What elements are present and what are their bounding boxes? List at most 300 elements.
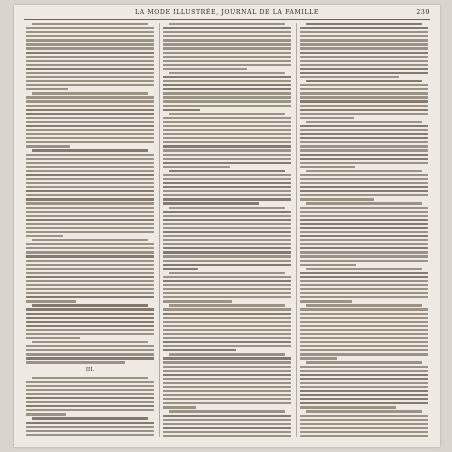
text-line bbox=[169, 353, 285, 355]
text-line bbox=[163, 92, 291, 94]
text-line bbox=[300, 386, 428, 388]
text-line bbox=[163, 190, 291, 192]
text-line bbox=[163, 43, 291, 45]
text-line bbox=[163, 300, 232, 302]
text-line bbox=[300, 382, 428, 384]
text-line bbox=[300, 64, 428, 66]
text-line bbox=[300, 325, 428, 327]
text-line bbox=[300, 394, 428, 396]
text-line bbox=[163, 378, 291, 380]
text-line bbox=[26, 321, 154, 323]
text-line bbox=[163, 235, 291, 237]
text-line bbox=[300, 186, 428, 188]
text-line bbox=[163, 215, 291, 217]
text-line bbox=[163, 382, 291, 384]
text-line bbox=[26, 174, 154, 176]
text-line bbox=[163, 415, 291, 417]
text-line bbox=[26, 162, 154, 164]
text-line bbox=[26, 405, 154, 407]
text-line bbox=[300, 415, 428, 417]
text-line bbox=[26, 96, 154, 98]
text-line bbox=[26, 251, 154, 253]
text-line bbox=[32, 23, 148, 25]
text-line bbox=[163, 390, 291, 392]
text-line bbox=[169, 410, 285, 412]
text-line bbox=[300, 137, 428, 139]
text-line bbox=[163, 64, 291, 66]
text-line bbox=[26, 170, 154, 172]
text-line bbox=[26, 43, 154, 45]
text-line bbox=[163, 308, 291, 310]
text-line bbox=[300, 84, 428, 86]
text-line bbox=[163, 341, 291, 343]
text-line bbox=[300, 211, 428, 213]
text-line bbox=[26, 284, 154, 286]
text-line bbox=[300, 321, 428, 323]
text-line bbox=[300, 68, 428, 70]
text-line bbox=[306, 202, 422, 204]
text-line bbox=[163, 243, 291, 245]
text-line bbox=[163, 39, 291, 41]
text-line bbox=[26, 215, 154, 217]
text-line bbox=[163, 247, 291, 249]
paragraph bbox=[300, 121, 428, 168]
text-line bbox=[26, 207, 154, 209]
text-line bbox=[26, 125, 154, 127]
text-line bbox=[163, 419, 291, 421]
text-line bbox=[26, 121, 154, 123]
text-line bbox=[300, 292, 428, 294]
text-line bbox=[26, 109, 154, 111]
text-line bbox=[26, 182, 154, 184]
text-line bbox=[26, 296, 154, 298]
text-line bbox=[300, 284, 428, 286]
text-line bbox=[300, 39, 428, 41]
text-column-2 bbox=[163, 23, 291, 437]
text-line bbox=[163, 366, 291, 368]
text-line bbox=[300, 158, 428, 160]
text-line bbox=[300, 129, 428, 131]
text-line bbox=[26, 300, 76, 302]
paragraph bbox=[300, 80, 428, 119]
paragraph bbox=[300, 304, 428, 359]
text-line bbox=[26, 349, 154, 351]
text-line bbox=[26, 260, 154, 262]
text-line bbox=[163, 423, 291, 425]
text-line bbox=[26, 308, 154, 310]
text-line bbox=[26, 413, 66, 415]
text-line bbox=[163, 255, 291, 257]
text-line bbox=[26, 133, 154, 135]
text-line bbox=[300, 223, 428, 225]
text-line bbox=[300, 113, 428, 115]
text-line bbox=[32, 149, 148, 151]
text-line bbox=[300, 76, 399, 78]
paragraph bbox=[163, 23, 291, 70]
text-line bbox=[26, 235, 63, 237]
text-line bbox=[26, 202, 154, 204]
text-line bbox=[300, 174, 428, 176]
text-line bbox=[300, 255, 428, 257]
text-line bbox=[300, 288, 428, 290]
text-line bbox=[32, 377, 148, 379]
text-line bbox=[300, 149, 428, 151]
text-line bbox=[300, 264, 356, 266]
text-line bbox=[300, 247, 428, 249]
text-line bbox=[163, 202, 259, 204]
text-line bbox=[163, 68, 247, 70]
text-line bbox=[32, 417, 148, 419]
text-line bbox=[26, 255, 154, 257]
paragraph bbox=[300, 410, 428, 437]
paragraph bbox=[163, 207, 291, 270]
text-line bbox=[169, 113, 285, 115]
text-line bbox=[26, 434, 154, 436]
text-line bbox=[163, 239, 291, 241]
text-line bbox=[163, 329, 291, 331]
text-line bbox=[163, 125, 291, 127]
text-line bbox=[32, 341, 148, 343]
text-line bbox=[300, 353, 428, 355]
text-line bbox=[163, 337, 291, 339]
text-line bbox=[300, 427, 428, 429]
text-line bbox=[306, 361, 422, 363]
text-line bbox=[300, 43, 428, 45]
text-line bbox=[300, 341, 428, 343]
text-line bbox=[300, 419, 428, 421]
text-line bbox=[300, 96, 428, 98]
text-line bbox=[163, 431, 291, 433]
text-line bbox=[26, 198, 154, 200]
text-line bbox=[163, 251, 291, 253]
text-line bbox=[300, 260, 428, 262]
text-line bbox=[26, 178, 154, 180]
text-line bbox=[300, 431, 428, 433]
text-line bbox=[300, 31, 428, 33]
paragraph bbox=[26, 341, 154, 364]
text-line bbox=[300, 345, 428, 347]
text-line bbox=[300, 198, 374, 200]
text-line bbox=[163, 194, 291, 196]
text-line bbox=[300, 178, 428, 180]
section-number: III. bbox=[85, 366, 95, 373]
text-line bbox=[163, 321, 291, 323]
text-line bbox=[163, 276, 291, 278]
text-line bbox=[163, 406, 196, 408]
text-line bbox=[300, 280, 428, 282]
text-line bbox=[300, 296, 428, 298]
text-line bbox=[26, 158, 154, 160]
paragraph bbox=[163, 410, 291, 437]
running-header bbox=[14, 9, 440, 19]
text-line bbox=[26, 80, 154, 82]
text-line bbox=[163, 370, 291, 372]
text-line bbox=[26, 52, 154, 54]
text-line bbox=[169, 304, 285, 306]
text-line bbox=[300, 366, 428, 368]
text-line bbox=[163, 178, 291, 180]
text-line bbox=[163, 154, 291, 156]
text-line bbox=[163, 52, 291, 54]
text-line bbox=[300, 162, 428, 164]
text-line bbox=[26, 60, 154, 62]
text-line bbox=[163, 325, 291, 327]
text-line bbox=[163, 345, 291, 347]
text-line bbox=[300, 390, 428, 392]
text-line bbox=[163, 158, 291, 160]
text-line bbox=[306, 23, 422, 25]
text-line bbox=[26, 47, 154, 49]
text-line bbox=[163, 35, 291, 37]
text-line bbox=[26, 166, 154, 168]
text-line bbox=[163, 80, 291, 82]
text-line bbox=[26, 353, 154, 355]
column-divider bbox=[296, 23, 297, 437]
text-line bbox=[26, 317, 154, 319]
text-line bbox=[163, 121, 291, 123]
text-line bbox=[163, 296, 291, 298]
text-line bbox=[26, 280, 154, 282]
text-line bbox=[300, 88, 428, 90]
text-line bbox=[163, 374, 291, 376]
text-line bbox=[26, 211, 154, 213]
text-line bbox=[169, 272, 285, 274]
paragraph bbox=[300, 23, 428, 78]
text-line bbox=[163, 227, 291, 229]
text-line bbox=[163, 182, 291, 184]
text-line bbox=[300, 317, 428, 319]
text-line bbox=[26, 227, 154, 229]
text-line bbox=[163, 96, 291, 98]
text-line bbox=[26, 194, 154, 196]
text-line bbox=[26, 72, 154, 74]
paragraph bbox=[300, 202, 428, 265]
text-line bbox=[163, 231, 291, 233]
text-line bbox=[26, 264, 154, 266]
text-line bbox=[300, 190, 428, 192]
text-line bbox=[26, 219, 154, 221]
text-line bbox=[163, 398, 291, 400]
text-line bbox=[300, 435, 428, 437]
text-line bbox=[26, 389, 154, 391]
paragraph bbox=[163, 72, 291, 111]
text-line bbox=[300, 243, 428, 245]
text-line bbox=[169, 23, 285, 25]
text-line bbox=[163, 284, 291, 286]
text-line bbox=[26, 76, 154, 78]
text-line bbox=[26, 313, 154, 315]
paragraph bbox=[300, 268, 428, 303]
text-line bbox=[300, 56, 428, 58]
text-line bbox=[300, 406, 396, 408]
text-line bbox=[163, 288, 291, 290]
text-line bbox=[26, 64, 154, 66]
text-line bbox=[163, 260, 291, 262]
text-line bbox=[32, 239, 148, 241]
paragraph bbox=[26, 417, 154, 437]
text-line bbox=[163, 149, 291, 151]
text-line bbox=[26, 105, 154, 107]
paragraph bbox=[163, 353, 291, 408]
text-line bbox=[26, 39, 154, 41]
text-line bbox=[163, 133, 291, 135]
text-line bbox=[163, 292, 291, 294]
text-line bbox=[300, 35, 428, 37]
paragraph bbox=[26, 92, 154, 147]
text-line bbox=[26, 68, 154, 70]
text-line bbox=[300, 105, 428, 107]
text-line bbox=[163, 137, 291, 139]
text-line bbox=[163, 333, 291, 335]
text-line bbox=[300, 60, 428, 62]
text-line bbox=[300, 374, 428, 376]
text-line bbox=[163, 117, 291, 119]
text-line bbox=[26, 145, 70, 147]
text-line bbox=[300, 402, 428, 404]
text-line bbox=[26, 272, 154, 274]
text-line bbox=[26, 186, 154, 188]
text-line bbox=[163, 219, 291, 221]
text-line bbox=[163, 129, 291, 131]
text-line bbox=[26, 401, 154, 403]
text-line bbox=[26, 190, 154, 192]
text-line bbox=[26, 397, 154, 399]
text-line bbox=[300, 357, 337, 359]
text-line bbox=[300, 72, 428, 74]
text-line bbox=[26, 422, 154, 424]
text-line bbox=[300, 141, 428, 143]
text-line bbox=[306, 410, 422, 412]
text-line bbox=[26, 137, 154, 139]
text-line bbox=[300, 313, 428, 315]
text-line bbox=[26, 231, 154, 233]
running-title: LA MODE ILLUSTRÉE, JOURNAL DE LA FAMILLE bbox=[134, 9, 320, 16]
text-line bbox=[163, 84, 291, 86]
text-line bbox=[300, 166, 355, 168]
text-line bbox=[300, 370, 428, 372]
page-number: 239 bbox=[416, 9, 430, 16]
text-line bbox=[306, 80, 422, 82]
text-line bbox=[300, 215, 428, 217]
text-line bbox=[163, 361, 291, 363]
text-line bbox=[163, 317, 291, 319]
text-line bbox=[300, 239, 428, 241]
text-line bbox=[300, 333, 428, 335]
text-line bbox=[300, 27, 428, 29]
text-line bbox=[300, 219, 428, 221]
text-column-1 bbox=[26, 23, 154, 437]
text-line bbox=[163, 76, 291, 78]
text-line bbox=[26, 430, 154, 432]
paragraph bbox=[26, 377, 154, 416]
text-line bbox=[26, 385, 154, 387]
header-rule bbox=[24, 19, 430, 20]
text-line bbox=[26, 268, 154, 270]
text-line bbox=[26, 243, 154, 245]
text-line bbox=[26, 361, 125, 363]
paragraph bbox=[163, 170, 291, 205]
text-line bbox=[163, 162, 291, 164]
text-line bbox=[26, 409, 154, 411]
paragraph bbox=[300, 170, 428, 201]
text-line bbox=[300, 398, 428, 400]
text-line bbox=[163, 394, 291, 396]
column-divider bbox=[159, 23, 160, 437]
text-line bbox=[26, 357, 154, 359]
text-line bbox=[300, 378, 428, 380]
text-line bbox=[300, 194, 428, 196]
text-line bbox=[300, 329, 428, 331]
text-line bbox=[26, 381, 154, 383]
text-line bbox=[300, 47, 428, 49]
paragraph bbox=[163, 272, 291, 303]
text-line bbox=[163, 223, 291, 225]
text-line bbox=[163, 60, 291, 62]
text-line bbox=[163, 145, 291, 147]
text-line bbox=[26, 247, 154, 249]
paragraph bbox=[163, 304, 291, 351]
text-line bbox=[300, 308, 428, 310]
paragraph bbox=[26, 239, 154, 302]
text-line bbox=[300, 423, 428, 425]
text-line bbox=[300, 109, 428, 111]
text-line bbox=[163, 313, 291, 315]
text-line bbox=[300, 300, 352, 302]
text-line bbox=[26, 56, 154, 58]
text-line bbox=[300, 133, 428, 135]
text-line bbox=[26, 31, 154, 33]
text-line bbox=[163, 435, 291, 437]
paragraph bbox=[26, 23, 154, 90]
text-line bbox=[306, 268, 422, 270]
text-line bbox=[300, 349, 428, 351]
text-line bbox=[32, 304, 148, 306]
text-column-3 bbox=[300, 23, 428, 437]
text-line bbox=[163, 349, 236, 351]
text-line bbox=[300, 100, 428, 102]
text-line bbox=[163, 27, 291, 29]
text-line bbox=[26, 292, 154, 294]
text-line bbox=[163, 166, 230, 168]
text-line bbox=[163, 105, 291, 107]
text-line bbox=[163, 174, 291, 176]
text-line bbox=[300, 272, 428, 274]
text-line bbox=[306, 304, 422, 306]
text-line bbox=[163, 56, 291, 58]
text-line bbox=[306, 170, 422, 172]
text-line bbox=[26, 288, 154, 290]
text-line bbox=[163, 88, 291, 90]
text-line bbox=[300, 52, 428, 54]
text-line bbox=[26, 154, 154, 156]
text-line bbox=[163, 386, 291, 388]
text-line bbox=[26, 329, 154, 331]
text-line bbox=[169, 207, 285, 209]
text-line bbox=[300, 231, 428, 233]
text-line bbox=[163, 280, 291, 282]
text-line bbox=[26, 223, 154, 225]
text-line bbox=[163, 402, 291, 404]
text-line bbox=[163, 268, 198, 270]
text-line bbox=[300, 251, 428, 253]
text-line bbox=[26, 141, 154, 143]
text-line bbox=[26, 393, 154, 395]
text-line bbox=[300, 117, 354, 119]
text-line bbox=[163, 100, 291, 102]
text-line bbox=[300, 227, 428, 229]
text-line bbox=[163, 109, 200, 111]
text-line bbox=[300, 276, 428, 278]
